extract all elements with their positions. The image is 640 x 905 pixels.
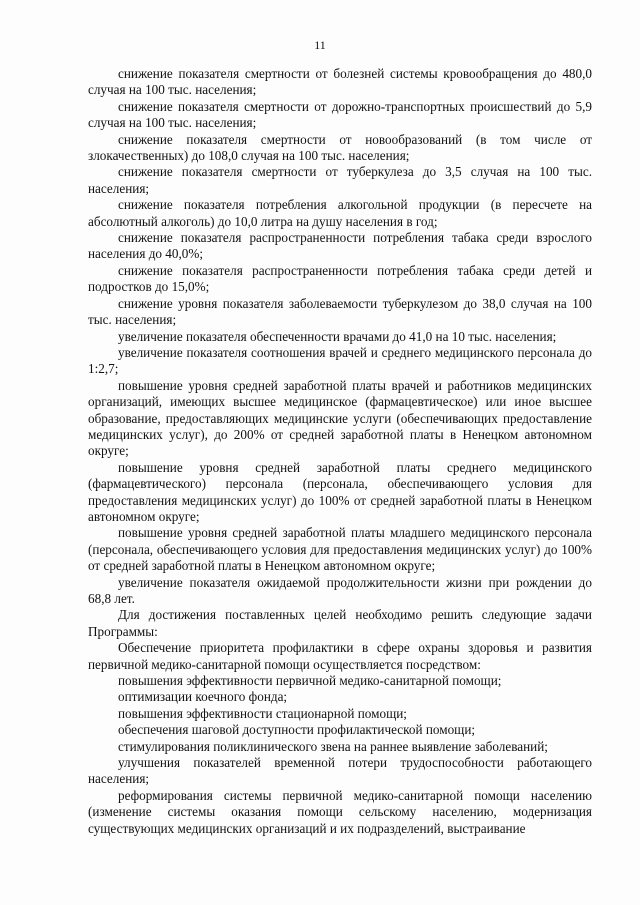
paragraph-youth-tobacco: снижение показателя распространенности потребления табака среди детей и подростков до 15,0%; xyxy=(88,262,592,295)
paragraph-program-tasks-intro: Для достижения поставленных целей необходимо решить следующие задачи Программы: xyxy=(88,607,592,639)
paragraph-inpatient-efficiency: повышения эффективности стационарной помощи; xyxy=(118,705,407,721)
paragraph-bed-optimization: оптимизации коечного фонда; xyxy=(118,689,288,705)
paragraph-life-expectancy: увеличение показателя ожидаемой продолжительности жизни при рождении до 68,8 лет. xyxy=(88,574,592,606)
paragraph-prevention-priority: Обеспечение приоритета профилактики в сфере охраны здоровья и развития первичной медико-санитарной помощи осуществляется посредством: xyxy=(88,640,592,672)
paragraph-doctor-supply: увеличение показателя обеспеченности врачами до 41,0 на 10 тыс. населения; xyxy=(118,328,557,344)
paragraph-cardiovascular-mortality: снижение показателя смертности от болезней системы кровообращения до 480,0 случая на 100 тыс. населения; xyxy=(88,66,592,98)
paragraph-neoplasm-mortality: снижение показателя смертности от новообразований (в том числе от злокачественных) до 108,0 случая на 100 тыс. населения; xyxy=(88,131,592,164)
paragraph-adult-tobacco: снижение показателя распространенности потребления табака среди взрослого населения до 40,0%; xyxy=(88,230,592,262)
paragraph-primary-care-efficiency: повышения эффективности первичной медико-санитарной помощи; xyxy=(118,673,502,689)
paragraph-tuberculosis-mortality: снижение показателя смертности от туберкулеза до 3,5 случая на 100 тыс. населения; xyxy=(88,164,592,196)
paragraph-mid-level-salary: повышение уровня средней заработной платы среднего медицинского (фармацевтического) персонала (персонала, обеспечивающего условия для предоставления медицинских услуг) до 100% от средней заработной платы в Ненецком автономном округе; xyxy=(88,459,592,524)
document-body xyxy=(88,66,592,837)
paragraph-alcohol-consumption: снижение показателя потребления алкогольной продукции (в пересчете на абсолютный алкоголь) до 10,0 литра на душу населения в год; xyxy=(88,197,592,229)
paragraph-early-detection: стимулирования поликлинического звена на раннее выявление заболеваний; xyxy=(118,738,548,754)
paragraph-junior-staff-salary: повышение уровня средней заработной платы младшего медицинского персонала (персонала, обеспечивающего условия для предоставления медицинских услуг) до 100% от средней заработной платы в Ненецком автономном округе; xyxy=(88,525,592,574)
paragraph-walking-access: обеспечения шаговой доступности профилактической помощи; xyxy=(118,722,476,738)
paragraph-road-accident-mortality: снижение показателя смертности от дорожно-транспортных происшествий до 5,9 случая на 100 тыс. населения; xyxy=(88,98,592,131)
paragraph-tuberculosis-incidence: снижение уровня показателя заболеваемости туберкулезом до 38,0 случая на 100 тыс. населения; xyxy=(88,295,592,328)
page-number: 11 xyxy=(314,38,326,52)
paragraph-disability-indicators: улучшения показателей временной потери трудоспособности работающего населения; xyxy=(88,755,592,787)
paragraph-primary-care-reform: реформирования системы первичной медико-санитарной помощи населению (изменение системы оказания помощи сельскому населению, модернизация существующих медицинских организаций и их подразделений, выстраивание xyxy=(88,787,592,836)
paragraph-doctor-nurse-ratio: увеличение показателя соотношения врачей и среднего медицинского персонала до 1:2,7; xyxy=(88,344,592,377)
paragraph-doctor-salary: повышение уровня средней заработной платы врачей и работников медицинских организаций, имеющих высшее медицинское (фармацевтическое) или иное высшее образование, предоставляющих медицинские услуги (обеспечивающих предоставление медицинских услуг), до 200% от средней заработной платы в Ненецком автономном округе; xyxy=(88,377,592,459)
